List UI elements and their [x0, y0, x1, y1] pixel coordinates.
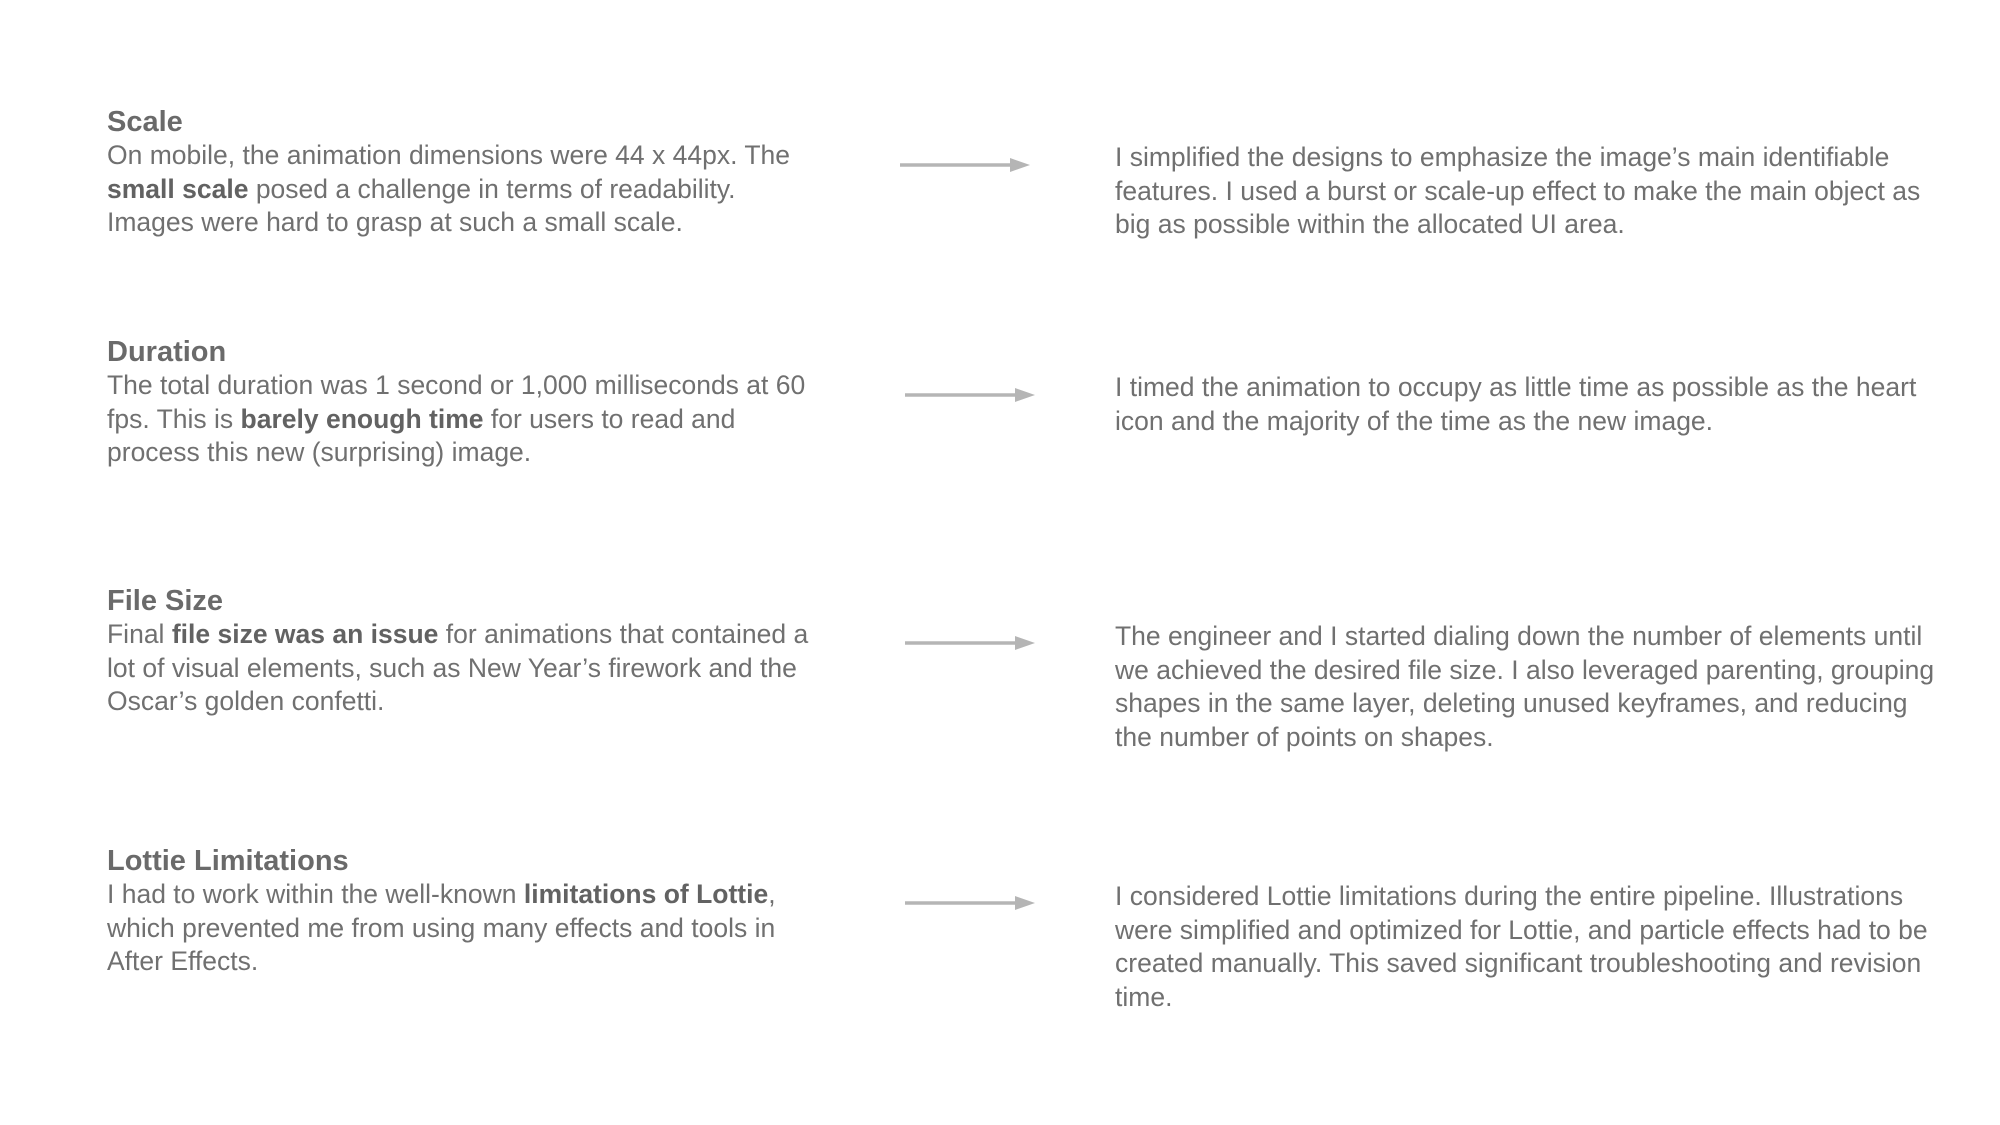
solution-text: I considered Lottie limitations during the entire pipeline. Illustrations were simplified and optimized for Lottie, and particle effects had to be created manually. This saved significant troubleshooting and revision time.: [1115, 881, 1928, 1012]
section-heading: Lottie Limitations: [107, 845, 349, 877]
solution-text: The engineer and I started dialing down the number of elements until we achieved the desired file size. I also leveraged parenting, grouping shapes in the same layer, deleting unused keyframes, and reducing the number of points on shapes.: [1115, 621, 1935, 752]
problem-text: [107, 618, 827, 719]
problem-text-part: The total duration was 1 second or 1,000 milliseconds at 60 fps. This is: [107, 370, 806, 434]
right-arrow-icon: [905, 387, 1035, 403]
problem-block: [107, 584, 827, 719]
solution-text: I timed the animation to occupy as little time as possible as the heart icon and the majority of the time as the new image.: [1115, 372, 1917, 436]
problem-text-part: for animations that contained a lot of visual elements, such as New Year’s firework and the Oscar’s golden confetti.: [107, 619, 809, 716]
problem-text-part: Final: [107, 619, 172, 649]
problem-text-emphasis: file size was an issue: [171, 619, 439, 649]
problem-text-part: for users to read and process this new (surprising) image.: [107, 403, 736, 467]
right-arrow-icon: [905, 895, 1035, 911]
right-arrow-icon: [905, 635, 1035, 651]
section-heading: Duration: [107, 336, 227, 368]
section-heading: Scale: [107, 106, 183, 138]
problem-text-part: posed a challenge in terms of readability. Images were hard to grasp at such a small scale.: [107, 173, 736, 237]
problem-text-part: On mobile, the animation dimensions were 44 x 44px. The: [107, 140, 790, 170]
solution-text: I simplified the designs to emphasize the image’s main identifiable features. I used a burst or scale-up effect to make the main object as big as possible within the allocated UI area.: [1115, 142, 1921, 239]
problem-text-part: I had to work within the well-known: [107, 879, 524, 909]
problem-text-emphasis: limitations of Lottie: [523, 879, 769, 909]
problem-text: [107, 139, 827, 240]
right-arrow-icon: [900, 157, 1030, 173]
problem-text-emphasis: small scale: [107, 173, 249, 204]
problem-block: [107, 335, 827, 470]
problem-block: [107, 844, 827, 979]
problem-text-emphasis: barely enough time: [240, 403, 484, 434]
problem-text: [107, 369, 827, 470]
section-heading: File Size: [107, 585, 224, 617]
problem-text-part: , which prevented me from using many effects and tools in After Effects.: [107, 879, 776, 976]
problem-block: [107, 105, 827, 240]
problem-text: [107, 878, 827, 979]
